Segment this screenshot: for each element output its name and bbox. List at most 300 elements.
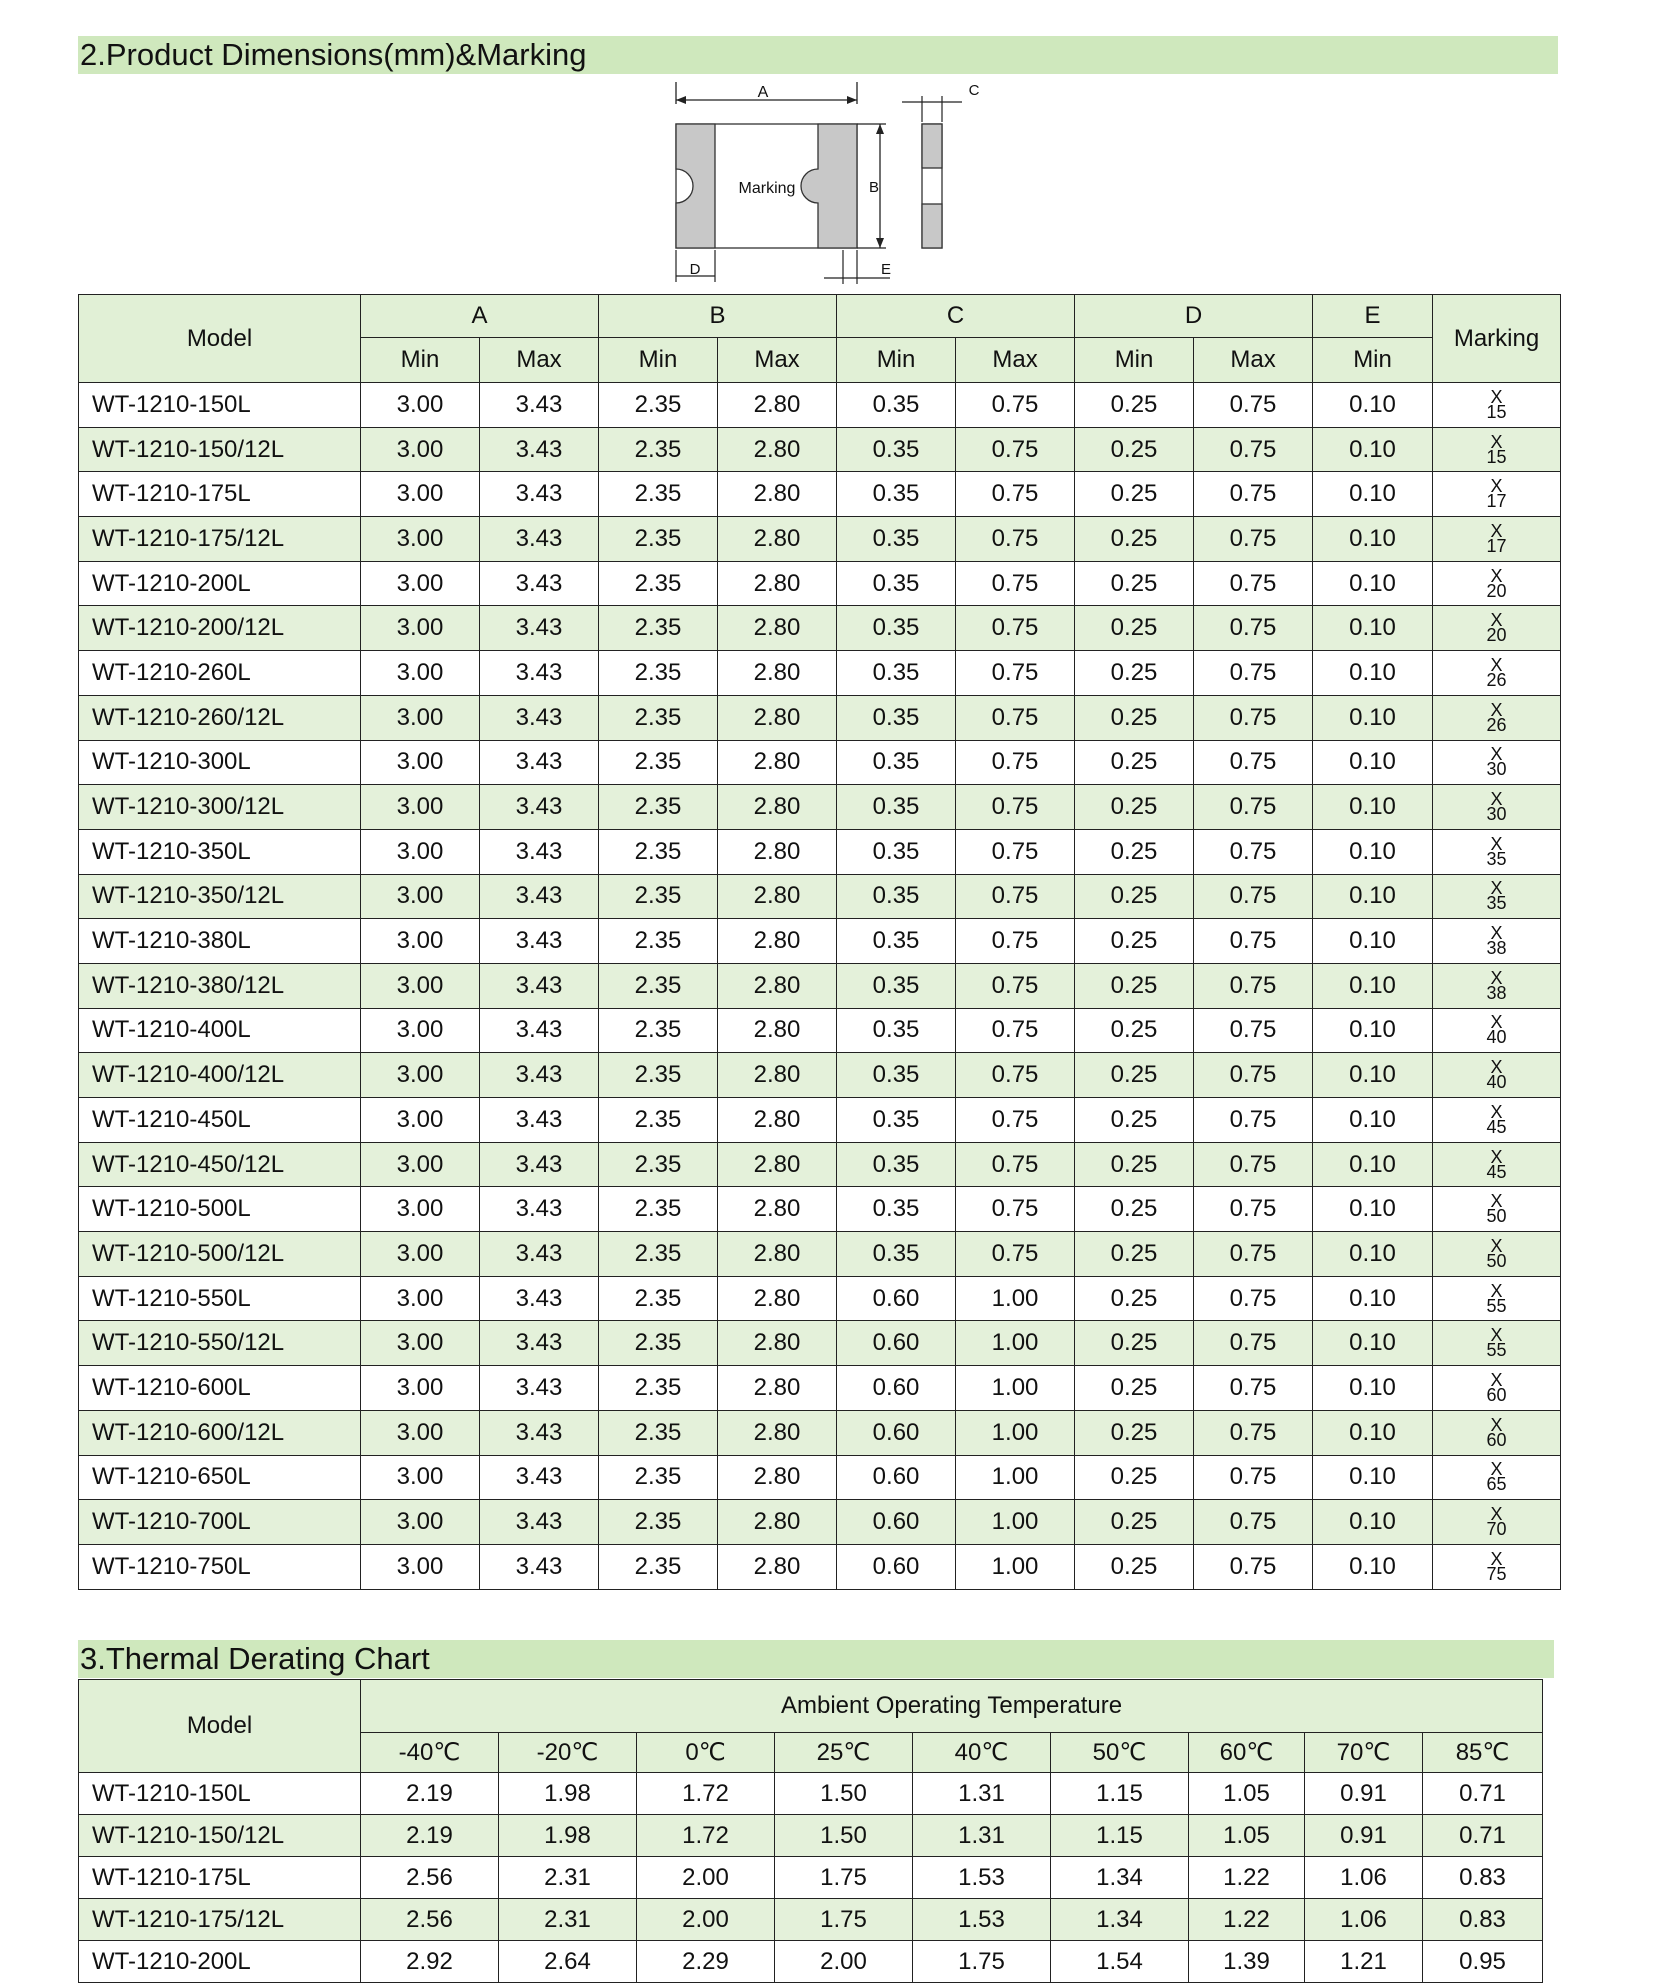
dim-cell-a-max: 3.43: [480, 785, 599, 830]
dim-label-d: D: [689, 261, 701, 278]
dim-cell-a-max: 3.43: [480, 606, 599, 651]
marking-letter: X: [1490, 1012, 1503, 1033]
dim-cell-e-min: 0.10: [1313, 427, 1433, 472]
dim-cell-b-min: 2.35: [599, 1276, 718, 1321]
dim-cell-c-max: 0.75: [956, 1187, 1075, 1232]
marking-cell: [1433, 1544, 1561, 1589]
table-row: [79, 1276, 1561, 1321]
dim-cell-a-max: 3.43: [480, 1544, 599, 1589]
marking-number: 50: [1486, 1206, 1507, 1227]
dim-cell-b-min: 2.35: [599, 427, 718, 472]
dim-cell-d-max: 0.75: [1194, 427, 1313, 472]
dim-cell-b-max: 2.80: [718, 919, 837, 964]
dim-cell-c-min: 0.60: [837, 1321, 956, 1366]
dim-cell-a-max: 3.43: [480, 427, 599, 472]
dim-cell-d-min: 0.25: [1075, 1500, 1194, 1545]
group-header-a: A: [361, 295, 599, 338]
table-row: [79, 1142, 1561, 1187]
dim-cell-d-min: 0.25: [1075, 1232, 1194, 1277]
dim-cell-d-min: 0.25: [1075, 383, 1194, 428]
marking-cell: [1433, 472, 1561, 517]
model-cell: WT-1210-550/12L: [79, 1321, 361, 1366]
current-value-cell: 0.83: [1423, 1857, 1543, 1899]
dim-cell-d-min: 0.25: [1075, 427, 1194, 472]
marking-code: [1486, 833, 1507, 869]
dim-cell-a-min: 3.00: [361, 829, 480, 874]
dim-cell-b-min: 2.35: [599, 383, 718, 428]
dim-cell-d-min: 0.25: [1075, 651, 1194, 696]
table-row: [79, 785, 1561, 830]
marking-number: 45: [1486, 1161, 1507, 1182]
marking-number: 35: [1486, 848, 1507, 869]
current-value-cell: 2.56: [361, 1899, 499, 1941]
model-cell: WT-1210-500L: [79, 1187, 361, 1232]
model-cell: WT-1210-400/12L: [79, 1053, 361, 1098]
marking-cell: [1433, 606, 1561, 651]
dim-cell-d-min: 0.25: [1075, 1366, 1194, 1411]
dim-cell-d-min: 0.25: [1075, 1008, 1194, 1053]
dim-cell-a-max: 3.43: [480, 1053, 599, 1098]
marking-letter: X: [1490, 1459, 1503, 1480]
marking-code: [1486, 1012, 1507, 1048]
current-value-cell: 1.34: [1051, 1857, 1189, 1899]
table-row: [79, 829, 1561, 874]
model-cell: WT-1210-350/12L: [79, 874, 361, 919]
marking-number: 30: [1486, 804, 1507, 825]
dim-cell-b-max: 2.80: [718, 1276, 837, 1321]
marking-code: [1486, 878, 1507, 914]
dim-cell-c-min: 0.35: [837, 919, 956, 964]
dim-cell-d-max: 0.75: [1194, 606, 1313, 651]
dim-cell-a-max: 3.43: [480, 1098, 599, 1143]
temp-header: 50℃: [1051, 1733, 1189, 1773]
dim-cell-c-max: 0.75: [956, 651, 1075, 696]
dim-cell-b-min: 2.35: [599, 517, 718, 562]
dim-cell-a-min: 3.00: [361, 383, 480, 428]
dim-cell-b-max: 2.80: [718, 1410, 837, 1455]
max-header: Max: [718, 338, 837, 383]
dim-cell-a-min: 3.00: [361, 963, 480, 1008]
current-value-cell: 0.91: [1305, 1773, 1423, 1815]
dim-cell-c-max: 1.00: [956, 1410, 1075, 1455]
marking-letter: X: [1490, 1191, 1503, 1212]
marking-cell: [1433, 1500, 1561, 1545]
marking-cell: [1433, 1455, 1561, 1500]
section-3-title: 3.Thermal Derating Chart: [80, 1641, 430, 1676]
marking-cell: [1433, 427, 1561, 472]
model-cell: WT-1210-200/12L: [79, 606, 361, 651]
model-cell: WT-1210-150/12L: [79, 1815, 361, 1857]
table-row: [79, 1857, 1543, 1899]
dim-cell-b-max: 2.80: [718, 427, 837, 472]
dim-cell-d-min: 0.25: [1075, 1053, 1194, 1098]
dim-cell-b-max: 2.80: [718, 740, 837, 785]
table-row: [79, 740, 1561, 785]
dim-cell-c-min: 0.60: [837, 1366, 956, 1411]
dim-cell-b-max: 2.80: [718, 963, 837, 1008]
marking-code: [1486, 1414, 1507, 1450]
model-cell: WT-1210-380/12L: [79, 963, 361, 1008]
dim-cell-c-max: 1.00: [956, 1544, 1075, 1589]
group-header-d: D: [1075, 295, 1313, 338]
table-row: [79, 1500, 1561, 1545]
dim-cell-b-min: 2.35: [599, 1410, 718, 1455]
marking-code: [1486, 520, 1507, 556]
dim-cell-a-min: 3.00: [361, 919, 480, 964]
marking-number: 75: [1486, 1563, 1507, 1584]
dim-cell-d-min: 0.25: [1075, 963, 1194, 1008]
dim-cell-c-max: 0.75: [956, 963, 1075, 1008]
current-value-cell: 2.92: [361, 1941, 499, 1983]
marking-letter: X: [1490, 1101, 1503, 1122]
model-cell: WT-1210-500/12L: [79, 1232, 361, 1277]
dim-cell-a-max: 3.43: [480, 1455, 599, 1500]
marking-letter: X: [1490, 431, 1503, 452]
dim-cell-b-max: 2.80: [718, 561, 837, 606]
model-cell: WT-1210-550L: [79, 1276, 361, 1321]
dim-label-e: E: [880, 261, 892, 278]
marking-cell: [1433, 1366, 1561, 1411]
dim-cell-a-max: 3.43: [480, 1142, 599, 1187]
current-value-cell: 1.31: [913, 1815, 1051, 1857]
table-row: [79, 517, 1561, 562]
dim-cell-c-max: 0.75: [956, 1008, 1075, 1053]
dim-cell-a-max: 3.43: [480, 1008, 599, 1053]
section-2-title: 2.Product Dimensions(mm)&Marking: [80, 37, 587, 72]
model-cell: WT-1210-450/12L: [79, 1142, 361, 1187]
dim-cell-e-min: 0.10: [1313, 1455, 1433, 1500]
dim-cell-b-min: 2.35: [599, 785, 718, 830]
current-value-cell: 1.15: [1051, 1815, 1189, 1857]
marking-number: 15: [1486, 446, 1507, 467]
dim-cell-b-min: 2.35: [599, 1232, 718, 1277]
dim-cell-d-max: 0.75: [1194, 1410, 1313, 1455]
dim-cell-b-min: 2.35: [599, 1053, 718, 1098]
dim-cell-b-min: 2.35: [599, 1455, 718, 1500]
dim-cell-b-max: 2.80: [718, 874, 837, 919]
dim-cell-d-min: 0.25: [1075, 1187, 1194, 1232]
dim-cell-b-min: 2.35: [599, 1321, 718, 1366]
marking-number: 38: [1486, 982, 1507, 1003]
dim-cell-b-max: 2.80: [718, 1544, 837, 1589]
marking-code: [1486, 1146, 1507, 1182]
current-value-cell: 1.39: [1189, 1941, 1305, 1983]
marking-letter: X: [1490, 699, 1503, 720]
dim-cell-a-min: 3.00: [361, 561, 480, 606]
dim-cell-d-min: 0.25: [1075, 1321, 1194, 1366]
temp-header: -20℃: [499, 1733, 637, 1773]
marking-header: Marking: [1433, 295, 1561, 383]
dim-cell-a-max: 3.43: [480, 561, 599, 606]
dim-cell-c-max: 0.75: [956, 472, 1075, 517]
temp-header: 70℃: [1305, 1733, 1423, 1773]
ambient-temp-header: Ambient Operating Temperature: [361, 1680, 1543, 1733]
marking-code: [1486, 1101, 1507, 1137]
dim-cell-c-min: 0.35: [837, 874, 956, 919]
marking-letter: X: [1490, 878, 1503, 899]
marking-number: 45: [1486, 1116, 1507, 1137]
dim-cell-e-min: 0.10: [1313, 651, 1433, 696]
dim-cell-a-max: 3.43: [480, 383, 599, 428]
dim-cell-b-min: 2.35: [599, 1098, 718, 1143]
dim-cell-a-min: 3.00: [361, 1410, 480, 1455]
current-value-cell: 1.22: [1189, 1899, 1305, 1941]
marking-code: [1486, 565, 1507, 601]
table-row: [79, 1098, 1561, 1143]
model-cell: WT-1210-200L: [79, 561, 361, 606]
dim-cell-d-min: 0.25: [1075, 785, 1194, 830]
current-value-cell: 2.31: [499, 1857, 637, 1899]
group-header-e: E: [1313, 295, 1433, 338]
current-value-cell: 1.98: [499, 1815, 637, 1857]
marking-cell: [1433, 651, 1561, 696]
dim-cell-a-min: 3.00: [361, 1187, 480, 1232]
dim-cell-b-max: 2.80: [718, 829, 837, 874]
marking-code: [1486, 967, 1507, 1003]
marking-number: 40: [1486, 1072, 1507, 1093]
marking-code: [1486, 1325, 1507, 1361]
dim-cell-b-max: 2.80: [718, 651, 837, 696]
dim-cell-c-min: 0.35: [837, 740, 956, 785]
table-row: [79, 695, 1561, 740]
current-value-cell: 1.75: [913, 1941, 1051, 1983]
marking-code: [1486, 1459, 1507, 1495]
dim-cell-c-min: 0.35: [837, 829, 956, 874]
dim-cell-a-min: 3.00: [361, 1455, 480, 1500]
dim-cell-d-max: 0.75: [1194, 1187, 1313, 1232]
table-row: [79, 427, 1561, 472]
dim-cell-a-min: 3.00: [361, 740, 480, 785]
dim-cell-d-max: 0.75: [1194, 1142, 1313, 1187]
current-value-cell: 2.31: [499, 1899, 637, 1941]
dim-cell-d-max: 0.75: [1194, 740, 1313, 785]
current-value-cell: 2.00: [637, 1899, 775, 1941]
current-value-cell: 0.83: [1423, 1899, 1543, 1941]
dim-cell-c-min: 0.35: [837, 427, 956, 472]
dim-cell-d-min: 0.25: [1075, 606, 1194, 651]
current-value-cell: 1.54: [1051, 1941, 1189, 1983]
current-value-cell: 2.19: [361, 1773, 499, 1815]
group-header-b: B: [599, 295, 837, 338]
current-value-cell: 1.72: [637, 1815, 775, 1857]
section-3-header: [78, 1640, 1554, 1678]
dim-cell-a-max: 3.43: [480, 1500, 599, 1545]
dim-cell-d-max: 0.75: [1194, 1321, 1313, 1366]
dim-cell-a-min: 3.00: [361, 1142, 480, 1187]
dim-cell-b-min: 2.35: [599, 695, 718, 740]
dim-cell-e-min: 0.10: [1313, 919, 1433, 964]
marking-letter: X: [1490, 833, 1503, 854]
dim-cell-c-min: 0.60: [837, 1455, 956, 1500]
dim-cell-b-max: 2.80: [718, 695, 837, 740]
temp-header: 25℃: [775, 1733, 913, 1773]
table-row: [79, 383, 1561, 428]
table-row: [79, 1321, 1561, 1366]
current-value-cell: 1.06: [1305, 1899, 1423, 1941]
marking-letter: X: [1490, 520, 1503, 541]
max-header: Max: [480, 338, 599, 383]
marking-number: 15: [1486, 401, 1507, 422]
table-row: [79, 1941, 1543, 1983]
current-value-cell: 1.50: [775, 1773, 913, 1815]
table-row: [79, 651, 1561, 696]
table-row: [79, 472, 1561, 517]
dim-cell-a-min: 3.00: [361, 1500, 480, 1545]
marking-cell: [1433, 785, 1561, 830]
marking-number: 17: [1486, 491, 1507, 512]
dim-cell-c-max: 0.75: [956, 695, 1075, 740]
marking-code: [1486, 1280, 1507, 1316]
dim-cell-d-max: 0.75: [1194, 829, 1313, 874]
dim-cell-a-max: 3.43: [480, 1321, 599, 1366]
dim-cell-a-max: 3.43: [480, 1232, 599, 1277]
marking-number: 55: [1486, 1295, 1507, 1316]
dim-cell-a-min: 3.00: [361, 606, 480, 651]
dim-cell-d-max: 0.75: [1194, 1366, 1313, 1411]
marking-letter: X: [1490, 386, 1503, 407]
dim-cell-b-max: 2.80: [718, 1008, 837, 1053]
dim-cell-c-max: 0.75: [956, 606, 1075, 651]
dim-cell-c-min: 0.60: [837, 1410, 956, 1455]
dim-cell-e-min: 0.10: [1313, 517, 1433, 562]
dim-cell-b-min: 2.35: [599, 829, 718, 874]
dim-cell-a-min: 3.00: [361, 1098, 480, 1143]
table-row: [79, 1773, 1543, 1815]
dim-cell-b-min: 2.35: [599, 1500, 718, 1545]
dim-cell-b-max: 2.80: [718, 606, 837, 651]
dim-cell-a-min: 3.00: [361, 785, 480, 830]
dim-cell-b-max: 2.80: [718, 1142, 837, 1187]
marking-letter: X: [1490, 610, 1503, 631]
current-value-cell: 1.06: [1305, 1857, 1423, 1899]
dim-cell-c-max: 1.00: [956, 1276, 1075, 1321]
marking-letter: X: [1490, 1504, 1503, 1525]
model-cell: WT-1210-380L: [79, 919, 361, 964]
dim-cell-c-min: 0.35: [837, 472, 956, 517]
dim-cell-c-max: 1.00: [956, 1500, 1075, 1545]
table-row: [79, 1053, 1561, 1098]
dim-cell-d-min: 0.25: [1075, 1455, 1194, 1500]
model-cell: WT-1210-600L: [79, 1366, 361, 1411]
marking-number: 26: [1486, 669, 1507, 690]
current-value-cell: 1.72: [637, 1773, 775, 1815]
dim-cell-b-min: 2.35: [599, 1187, 718, 1232]
table-row: [79, 1899, 1543, 1941]
marking-code: [1486, 789, 1507, 825]
dim-cell-b-min: 2.35: [599, 472, 718, 517]
dim-cell-e-min: 0.10: [1313, 1053, 1433, 1098]
dim-cell-b-max: 2.80: [718, 1366, 837, 1411]
dim-cell-a-min: 3.00: [361, 874, 480, 919]
dim-cell-c-min: 0.35: [837, 517, 956, 562]
marking-cell: [1433, 517, 1561, 562]
marking-code: [1486, 476, 1507, 512]
temp-header: 0℃: [637, 1733, 775, 1773]
marking-code: [1486, 386, 1507, 422]
dim-cell-e-min: 0.10: [1313, 1544, 1433, 1589]
marking-cell: [1433, 829, 1561, 874]
marking-code: [1486, 654, 1507, 690]
marking-letter: X: [1490, 1369, 1503, 1390]
model-cell: WT-1210-650L: [79, 1455, 361, 1500]
current-value-cell: 1.31: [913, 1773, 1051, 1815]
table-row: [79, 963, 1561, 1008]
marking-number: 35: [1486, 893, 1507, 914]
dim-cell-d-min: 0.25: [1075, 1544, 1194, 1589]
dim-cell-a-min: 3.00: [361, 1366, 480, 1411]
temp-header: 85℃: [1423, 1733, 1543, 1773]
marking-cell: [1433, 1008, 1561, 1053]
dim-cell-b-min: 2.35: [599, 651, 718, 696]
dim-cell-c-min: 0.60: [837, 1544, 956, 1589]
dim-cell-e-min: 0.10: [1313, 963, 1433, 1008]
marking-letter: X: [1490, 1325, 1503, 1346]
thermal-model-header: Model: [79, 1680, 361, 1773]
dim-cell-b-min: 2.35: [599, 874, 718, 919]
dim-cell-a-max: 3.43: [480, 829, 599, 874]
dim-cell-b-max: 2.80: [718, 1053, 837, 1098]
dim-cell-c-max: 0.75: [956, 740, 1075, 785]
dim-cell-c-max: 0.75: [956, 427, 1075, 472]
dim-cell-e-min: 0.10: [1313, 785, 1433, 830]
model-cell: WT-1210-750L: [79, 1544, 361, 1589]
dim-cell-a-min: 3.00: [361, 1053, 480, 1098]
marking-number: 26: [1486, 714, 1507, 735]
model-cell: WT-1210-300/12L: [79, 785, 361, 830]
dim-cell-d-max: 0.75: [1194, 1455, 1313, 1500]
marking-code: [1486, 744, 1507, 780]
marking-number: 65: [1486, 1474, 1507, 1495]
marking-letter: X: [1490, 1057, 1503, 1078]
table-row: [79, 1008, 1561, 1053]
dim-cell-a-min: 3.00: [361, 427, 480, 472]
dim-cell-c-max: 0.75: [956, 829, 1075, 874]
dim-cell-c-max: 0.75: [956, 919, 1075, 964]
dim-cell-a-max: 3.43: [480, 874, 599, 919]
current-value-cell: 0.95: [1423, 1941, 1543, 1983]
dim-cell-a-max: 3.43: [480, 1187, 599, 1232]
dim-cell-c-max: 0.75: [956, 1142, 1075, 1187]
dim-cell-e-min: 0.10: [1313, 1321, 1433, 1366]
group-header-c: C: [837, 295, 1075, 338]
dim-cell-a-min: 3.00: [361, 1008, 480, 1053]
model-cell: WT-1210-150L: [79, 383, 361, 428]
current-value-cell: 1.34: [1051, 1899, 1189, 1941]
marking-code: [1486, 1548, 1507, 1584]
current-value-cell: 2.56: [361, 1857, 499, 1899]
marking-number: 50: [1486, 1250, 1507, 1271]
dim-label-c: C: [968, 82, 980, 99]
thermal-derating-table: [78, 1679, 1543, 1983]
current-value-cell: 1.75: [775, 1857, 913, 1899]
dim-cell-d-max: 0.75: [1194, 1098, 1313, 1143]
dim-cell-c-min: 0.35: [837, 1008, 956, 1053]
current-value-cell: 1.53: [913, 1899, 1051, 1941]
dim-cell-d-max: 0.75: [1194, 472, 1313, 517]
dim-cell-b-max: 2.80: [718, 1187, 837, 1232]
dim-cell-e-min: 0.10: [1313, 1276, 1433, 1321]
marking-number: 30: [1486, 759, 1507, 780]
dim-cell-d-min: 0.25: [1075, 695, 1194, 740]
dim-cell-b-max: 2.80: [718, 517, 837, 562]
dim-cell-e-min: 0.10: [1313, 1366, 1433, 1411]
model-cell: WT-1210-350L: [79, 829, 361, 874]
dimensions-table: [78, 294, 1561, 1590]
marking-letter: X: [1490, 1280, 1503, 1301]
dim-cell-a-min: 3.00: [361, 651, 480, 696]
dim-cell-e-min: 0.10: [1313, 472, 1433, 517]
current-value-cell: 2.64: [499, 1941, 637, 1983]
